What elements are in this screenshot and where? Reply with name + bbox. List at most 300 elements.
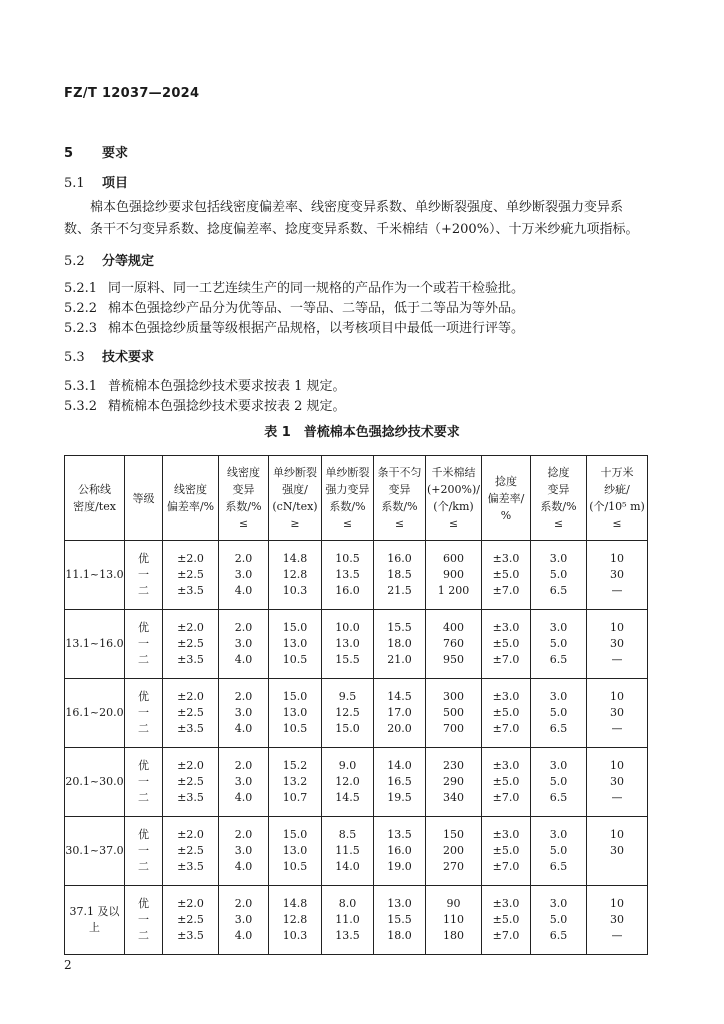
value-line: 6.5 (549, 860, 568, 873)
table-header-cell (219, 456, 269, 541)
clause-5-2-1-number: 5.2.1 (64, 281, 98, 296)
page-number: 2 (64, 958, 72, 972)
value-cell (587, 541, 648, 610)
table-header-cell (587, 456, 648, 541)
table-header-line: 变异 (547, 483, 570, 496)
value-line: ±2.5 (177, 775, 204, 788)
value-cell (219, 679, 269, 748)
value-line: 6.5 (549, 791, 568, 804)
table-row (65, 679, 648, 748)
table-header-line: 纱疵/ (604, 483, 630, 496)
value-line: 600 (443, 552, 464, 565)
value-line: 30 (610, 775, 624, 788)
clause-5-3-2-text: 精梳棉本色强捻纱技术要求按表 2 规定。 (108, 399, 346, 414)
value-line: ±7.0 (492, 929, 520, 942)
value-line: 700 (443, 722, 464, 735)
value-line: 13.0 (282, 706, 308, 719)
table-header-line: (+200%)/ (427, 483, 480, 496)
table-header-cell (322, 456, 374, 541)
value-line: 110 (443, 913, 464, 926)
value-line: ±5.0 (492, 568, 520, 581)
value-line: — (611, 929, 623, 942)
value-cell (374, 886, 426, 955)
value-line: 2.0 (234, 828, 253, 841)
value-line: ±2.0 (177, 621, 204, 634)
section-5-1-heading (64, 172, 128, 191)
value-line: 4.0 (234, 653, 253, 666)
value-cell (426, 886, 482, 955)
value-line: 10.5 (335, 552, 360, 565)
value-line: ±3.0 (492, 552, 520, 565)
value-line: 6.5 (549, 929, 568, 942)
value-cell (374, 610, 426, 679)
value-line: 8.0 (338, 897, 357, 910)
grade-cell (125, 817, 163, 886)
density-range-cell: 16.1~20.0 (65, 679, 125, 748)
clause-5-2-1 (64, 277, 524, 296)
value-line: ±2.0 (177, 690, 204, 703)
grade-cell (125, 541, 163, 610)
clause-5-2-3-text: 棉本色强捻纱质量等级根据产品规格，以考核项目中最低一项进行评等。 (108, 321, 525, 336)
grade-label: 一 (138, 844, 149, 857)
table-row (65, 817, 648, 886)
grade-label: 二 (138, 791, 149, 804)
table-header-line: 强度/ (282, 483, 308, 496)
table-header-line: ≤ (342, 517, 353, 530)
value-cell (269, 679, 322, 748)
value-line: 10 (610, 828, 624, 841)
section-5-2-heading (64, 250, 154, 269)
value-line: 270 (443, 860, 464, 873)
value-line: 4.0 (234, 929, 253, 942)
grade-label: 一 (138, 775, 149, 788)
value-line: 950 (443, 653, 464, 666)
value-line: 10.5 (282, 653, 308, 666)
table-header-cell (374, 456, 426, 541)
value-line: ±2.0 (177, 828, 204, 841)
value-cell (426, 817, 482, 886)
value-line: 13.2 (282, 775, 308, 788)
value-line: 15.5 (387, 913, 412, 926)
value-line: 3.0 (234, 637, 253, 650)
value-line: 10.3 (282, 929, 308, 942)
value-line: 3.0 (234, 844, 253, 857)
value-line: 3.0 (549, 897, 568, 910)
value-line: 30 (610, 844, 624, 857)
grade-label: 一 (138, 568, 149, 581)
value-line: 16.0 (387, 552, 412, 565)
table-header-line: 千米棉结 (431, 466, 476, 479)
value-line: 8.5 (338, 828, 357, 841)
grade-label: 优 (138, 897, 149, 910)
value-cell (269, 610, 322, 679)
value-line: ±3.5 (177, 722, 204, 735)
value-line: 900 (443, 568, 464, 581)
table-header-line: 十万米 (600, 466, 634, 479)
value-line: — (611, 584, 623, 597)
table-header-line: (cN/tex) (272, 500, 318, 513)
value-line: 10 (610, 759, 624, 772)
value-line: 20.0 (387, 722, 412, 735)
value-line: ±7.0 (492, 860, 520, 873)
value-line: 2.0 (234, 759, 253, 772)
value-line: 3.0 (234, 568, 253, 581)
value-line: 18.5 (387, 568, 412, 581)
value-line: 18.0 (387, 637, 412, 650)
section-5-number: 5 (64, 146, 74, 161)
table-header-line: 系数/% (225, 500, 262, 513)
value-line: ±3.5 (177, 929, 204, 942)
value-line (587, 859, 647, 875)
value-line: 500 (443, 706, 464, 719)
value-line: ±3.0 (492, 621, 520, 634)
value-line: 4.0 (234, 584, 253, 597)
value-line: 9.0 (338, 759, 357, 772)
value-line: ±2.5 (177, 706, 204, 719)
value-cell (426, 679, 482, 748)
section-5-3-number: 5.3 (64, 350, 85, 365)
table-header-line: ≤ (553, 517, 564, 530)
table-header-line: ≤ (612, 517, 622, 530)
value-cell (531, 817, 587, 886)
table-header-line: 偏差率/% (166, 500, 215, 513)
value-line: ±5.0 (492, 637, 520, 650)
value-line: 14.5 (387, 690, 412, 703)
grade-label: 一 (138, 706, 149, 719)
value-line: 30 (610, 706, 624, 719)
value-line: 6.5 (549, 722, 568, 735)
value-line: ±2.0 (177, 552, 204, 565)
value-line: 15.0 (282, 690, 308, 703)
table-header-line: 系数/% (540, 500, 577, 513)
value-line: 13.5 (335, 929, 360, 942)
value-line: 5.0 (549, 568, 568, 581)
value-line: 3.0 (549, 621, 568, 634)
value-line: 21.0 (387, 653, 412, 666)
grade-label: 二 (138, 929, 149, 942)
value-cell (587, 886, 648, 955)
value-line: 16.0 (335, 584, 360, 597)
value-line: ±7.0 (492, 722, 520, 735)
value-cell (219, 886, 269, 955)
value-line: 3.0 (234, 913, 253, 926)
section-5-heading (64, 142, 128, 161)
grade-label: 一 (138, 637, 149, 650)
section-5-title: 要求 (102, 146, 129, 161)
value-line: — (611, 791, 623, 804)
grade-label: 二 (138, 860, 149, 873)
value-line: 10 (610, 897, 624, 910)
grade-label: 二 (138, 584, 149, 597)
value-line: 30 (610, 913, 624, 926)
table-header-line: 单纱断裂 (325, 466, 370, 479)
value-cell (531, 610, 587, 679)
table-header-line: ≤ (394, 517, 405, 530)
value-cell (219, 817, 269, 886)
table-header-cell (125, 456, 163, 541)
value-line: 16.5 (387, 775, 412, 788)
table-header-line: 线密度 (227, 466, 260, 479)
grade-label: 优 (138, 552, 149, 565)
value-line: 10.0 (335, 621, 360, 634)
clause-5-2-3-number: 5.2.3 (64, 321, 98, 336)
value-line: ±2.5 (177, 913, 204, 926)
value-cell (163, 817, 219, 886)
value-line: 5.0 (549, 637, 568, 650)
table-row (65, 541, 648, 610)
value-cell (269, 541, 322, 610)
value-line: 2.0 (234, 621, 253, 634)
value-line: 15.2 (282, 759, 308, 772)
value-cell (322, 817, 374, 886)
value-line: 13.0 (282, 844, 308, 857)
value-line: 2.0 (234, 897, 253, 910)
density-range-cell: 20.1~30.0 (65, 748, 125, 817)
value-cell (163, 610, 219, 679)
value-cell (322, 886, 374, 955)
table-header-line: 系数/% (329, 500, 366, 513)
clause-5-2-3 (64, 317, 524, 336)
value-line: ±7.0 (492, 584, 520, 597)
value-line: 2.0 (234, 690, 253, 703)
table-header-cell (269, 456, 322, 541)
value-cell (531, 886, 587, 955)
value-cell (482, 886, 531, 955)
section-5-3-title: 技术要求 (102, 350, 155, 365)
value-line: ±3.0 (492, 759, 520, 772)
table-header-row (65, 456, 648, 541)
table-header-line: 密度/tex (73, 500, 116, 513)
section-5-1-paragraph: 棉本色强捻纱要求包括线密度偏差率、线密度变异系数、单纱断裂强度、单纱断裂强力变异系数、条干不匀变异系数、捻度偏差率、捻度变异系数、千米棉结（+200%）、十万米纱疵九项指标。 (64, 200, 639, 237)
density-range-cell: 30.1~37.0 (65, 817, 125, 886)
value-line: 13.0 (282, 637, 308, 650)
value-line: 13.0 (387, 897, 412, 910)
value-line: 1 200 (437, 584, 470, 597)
grade-cell (125, 679, 163, 748)
value-line: ±3.5 (177, 584, 204, 597)
table-header-line: ≥ (290, 517, 300, 530)
value-line: 200 (443, 844, 464, 857)
clause-5-3-2 (64, 395, 346, 414)
clause-5-3-1-number: 5.3.1 (64, 379, 98, 394)
density-range-cell: 13.1~16.0 (65, 610, 125, 679)
value-line: ±5.0 (492, 913, 520, 926)
value-line: 4.0 (234, 791, 253, 804)
value-line: 3.0 (234, 775, 253, 788)
value-line: 10 (610, 690, 624, 703)
value-line: 15.5 (387, 621, 412, 634)
value-cell (219, 610, 269, 679)
value-cell (322, 679, 374, 748)
value-line: ±3.0 (492, 828, 520, 841)
value-line: 14.5 (335, 791, 360, 804)
value-cell (219, 748, 269, 817)
grade-label: 优 (138, 759, 149, 772)
value-line: 3.0 (549, 690, 568, 703)
section-5-3-heading (64, 346, 154, 365)
value-line: 14.0 (335, 860, 360, 873)
grade-cell (125, 610, 163, 679)
value-line: 5.0 (549, 706, 568, 719)
section-5-1-number: 5.1 (64, 176, 85, 191)
value-cell (269, 886, 322, 955)
value-line: 12.5 (335, 706, 360, 719)
value-line: 10.5 (282, 860, 308, 873)
value-line: ±7.0 (492, 653, 520, 666)
value-line: 14.8 (282, 897, 308, 910)
grade-label: 优 (138, 621, 149, 634)
value-line: ±7.0 (492, 791, 520, 804)
value-cell (426, 541, 482, 610)
value-cell (269, 817, 322, 886)
value-line: 12.8 (282, 568, 308, 581)
value-cell (587, 817, 648, 886)
table-header-line: ≤ (448, 517, 459, 530)
value-line: ±2.0 (177, 759, 204, 772)
value-line: 18.0 (387, 929, 412, 942)
value-line: 5.0 (549, 775, 568, 788)
value-cell (482, 541, 531, 610)
value-line: 14.0 (387, 759, 412, 772)
table-header-cell (426, 456, 482, 541)
value-line: 15.5 (335, 653, 360, 666)
clause-5-2-2 (64, 297, 524, 316)
value-line: 13.5 (387, 828, 412, 841)
value-cell (322, 541, 374, 610)
value-cell (426, 748, 482, 817)
section-5-1-title: 项目 (102, 176, 129, 191)
grade-label: 优 (138, 828, 149, 841)
table-header-line: 变异 (232, 483, 255, 496)
value-line: 14.8 (282, 552, 308, 565)
table-header-line: 单纱断裂 (273, 466, 317, 479)
grade-cell (125, 886, 163, 955)
value-line: 760 (443, 637, 464, 650)
table-row (65, 610, 648, 679)
value-cell (587, 610, 648, 679)
value-line: — (611, 653, 623, 666)
clause-5-2-2-number: 5.2.2 (64, 301, 98, 316)
table-header-line: (个/10⁵ m) (589, 500, 645, 513)
table-header-line: 偏差率/ (487, 491, 525, 505)
value-line: ±3.5 (177, 791, 204, 804)
value-line: 19.5 (387, 791, 412, 804)
grade-label: 二 (138, 653, 149, 666)
value-line: 340 (443, 791, 464, 804)
value-cell (322, 748, 374, 817)
value-cell (531, 748, 587, 817)
grade-label: 优 (138, 690, 149, 703)
value-line: ±2.5 (177, 844, 204, 857)
value-line: — (611, 722, 623, 735)
value-line: 15.0 (335, 722, 360, 735)
section-5-2-number: 5.2 (64, 254, 85, 269)
value-line: 11.0 (335, 913, 360, 926)
value-cell (322, 610, 374, 679)
table-header-line: 系数/% (381, 500, 418, 513)
value-cell (374, 679, 426, 748)
value-line: 3.0 (549, 759, 568, 772)
value-line: ±5.0 (492, 844, 520, 857)
value-cell (374, 541, 426, 610)
value-cell (531, 541, 587, 610)
value-cell (482, 610, 531, 679)
table-header-line: 捻度 (547, 466, 570, 479)
table-header-cell (65, 456, 125, 541)
value-cell (426, 610, 482, 679)
grade-label: 一 (138, 913, 149, 926)
value-line: 13.5 (335, 568, 360, 581)
value-line: 4.0 (234, 860, 253, 873)
value-cell (374, 817, 426, 886)
value-line: ±2.5 (177, 568, 204, 581)
value-line: 3.0 (549, 828, 568, 841)
value-line: ±2.0 (177, 897, 204, 910)
density-range-cell: 37.1 及以上 (65, 886, 125, 955)
value-line: ±3.5 (177, 860, 204, 873)
value-line: 5.0 (549, 913, 568, 926)
table-header-line: 公称线 (78, 483, 111, 496)
table-header-line: (个/km) (433, 500, 474, 513)
value-cell (374, 748, 426, 817)
value-line: 11.5 (335, 844, 360, 857)
value-line: 290 (443, 775, 464, 788)
section-5-2-title: 分等规定 (102, 254, 155, 269)
value-line: 16.0 (387, 844, 412, 857)
value-line: 4.0 (234, 722, 253, 735)
table-header-cell (163, 456, 219, 541)
value-line: 400 (443, 621, 464, 634)
value-cell (269, 748, 322, 817)
value-line: 15.0 (282, 828, 308, 841)
value-line: 10.3 (282, 584, 308, 597)
value-line: 10 (610, 552, 624, 565)
table-header-line: 线密度 (174, 483, 207, 496)
value-line: ±5.0 (492, 775, 520, 788)
value-cell (482, 817, 531, 886)
value-line: 180 (443, 929, 464, 942)
value-cell (482, 679, 531, 748)
value-line: 10.7 (282, 791, 308, 804)
value-cell (482, 748, 531, 817)
value-cell (587, 679, 648, 748)
table-header-cell (482, 456, 531, 541)
clause-5-2-2-text: 棉本色强捻纱产品分为优等品、一等品、二等品，低于二等品为等外品。 (108, 301, 525, 316)
value-line: 3.0 (234, 706, 253, 719)
value-line: 15.0 (282, 621, 308, 634)
value-line: ±3.5 (177, 653, 204, 666)
table-header-line: % (500, 508, 512, 522)
clause-5-3-1-text: 普梳棉本色强捻纱技术要求按表 1 规定。 (108, 379, 346, 394)
table-header-line: 捻度 (495, 474, 517, 488)
clause-5-3-2-number: 5.3.2 (64, 399, 98, 414)
value-cell (219, 541, 269, 610)
value-line: 150 (443, 828, 464, 841)
value-line: 9.5 (338, 690, 357, 703)
value-cell (587, 748, 648, 817)
value-line: 30 (610, 637, 624, 650)
value-line: 2.0 (234, 552, 253, 565)
spec-table (64, 455, 648, 955)
value-line: 90 (446, 897, 461, 910)
table-header-line: ≤ (238, 517, 249, 530)
value-line: 300 (443, 690, 464, 703)
table-row (65, 748, 648, 817)
value-line: 13.0 (335, 637, 360, 650)
value-line: 17.0 (387, 706, 412, 719)
value-line: 10 (610, 621, 624, 634)
value-line: ±3.0 (492, 690, 520, 703)
